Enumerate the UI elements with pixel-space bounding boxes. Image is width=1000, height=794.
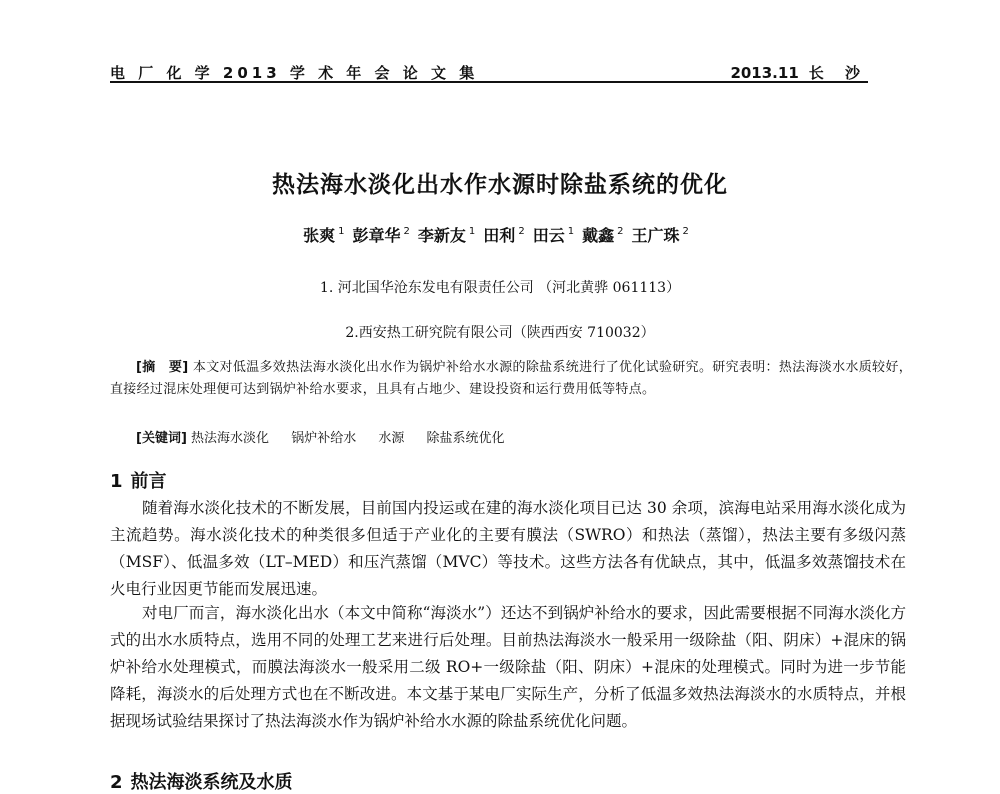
author-name: 田利 xyxy=(483,226,516,245)
section-number: 1 xyxy=(110,471,123,492)
affiliation-2: 2.西安热工研究院有限公司（陕西西安 710032） xyxy=(345,325,655,341)
author-affiliation-mark: 2 xyxy=(617,226,624,237)
header-date: 2013.11 xyxy=(730,64,799,82)
author-name: 彭章华 xyxy=(352,226,401,245)
keyword: 水源 xyxy=(378,431,405,446)
header-city: 长 沙 xyxy=(808,64,868,82)
keywords xyxy=(136,427,523,446)
author-name: 王广珠 xyxy=(631,226,680,245)
section-heading-2 xyxy=(110,768,293,794)
running-header-date-location xyxy=(730,62,868,83)
author-name: 田云 xyxy=(532,226,565,245)
author-list xyxy=(0,223,1000,246)
abstract-text: 本文对低温多效热法海水淡化出水作为锅炉补给水水源的除盐系统进行了优化试验研究。研究表明：热法海淡水水质较好，直接经过混床处理便可达到锅炉补给水要求，且具有占地少、建设投资和运行费用低等特点。 xyxy=(110,360,912,397)
author-name: 戴鑫 xyxy=(582,226,615,245)
body-paragraph-1: 随着海水淡化技术的不断发展，目前国内投运或在建的海水淡化项目已达 30 余项，滨海电站采用海水淡化成为主流趋势。海水淡化技术的种类很多但适于产业化的主要有膜法（SWRO）和热法（蒸馏），热法主要有多级闪蒸（MSF）、低温多效（LT–MED）和压汽蒸馏（MVC）等技术。这些方法各有优缺点，其中，低温多效蒸馏技术在火电行业因更节能而发展迅速。 xyxy=(110,499,906,598)
author-affiliation-mark: 2 xyxy=(403,226,410,237)
section-title: 前言 xyxy=(130,471,167,492)
section-heading-1 xyxy=(110,467,167,493)
author-affiliation-mark: 2 xyxy=(682,226,689,237)
author-name: 张爽 xyxy=(303,226,336,245)
keywords-label: [关键词] xyxy=(136,431,187,446)
running-header-conference: 电 厂 化 学 2013 学 术 年 会 论 文 集 xyxy=(110,64,479,82)
paper-title: 热法海水淡化出水作水源时除盐系统的优化 xyxy=(272,172,728,198)
author-affiliation-mark: 1 xyxy=(567,226,575,237)
abstract xyxy=(110,357,912,401)
section-number: 2 xyxy=(110,772,123,793)
keyword: 热法海水淡化 xyxy=(191,431,270,446)
keyword: 除盐系统优化 xyxy=(426,431,505,446)
keyword: 锅炉补给水 xyxy=(291,431,357,446)
author-name: 李新友 xyxy=(417,226,466,245)
section-title: 热法海淡系统及水质 xyxy=(130,772,293,793)
affiliation-1: 1. 河北国华沧东发电有限责任公司 （河北黄骅 061113） xyxy=(319,280,681,296)
body-paragraph-2: 对电厂而言，海水淡化出水（本文中简称“海淡水”）还达不到锅炉补给水的要求，因此需要根据不同海水淡化方式的出水水质特点，选用不同的处理工艺来进行后处理。目前热法海淡水一般采用一级除盐（阳、阴床）+混床的锅炉补给水处理模式，而膜法海淡水一般采用二级 RO+一级除盐（阳、阴床）+混床的处理模式。同时为进一步节能降耗，海淡水的后处理方式也在不断改进。本文基于某电厂实际生产，分析了低温多效热法海淡水的水质特点，并根据现场试验结果探讨了热法海淡水作为锅炉补给水水源的除盐系统优化问题。 xyxy=(110,604,906,730)
header-rule xyxy=(110,81,868,83)
author-affiliation-mark: 1 xyxy=(468,226,476,237)
abstract-label: [摘 要] xyxy=(136,360,189,375)
author-affiliation-mark: 1 xyxy=(338,226,345,237)
author-affiliation-mark: 2 xyxy=(518,226,525,237)
